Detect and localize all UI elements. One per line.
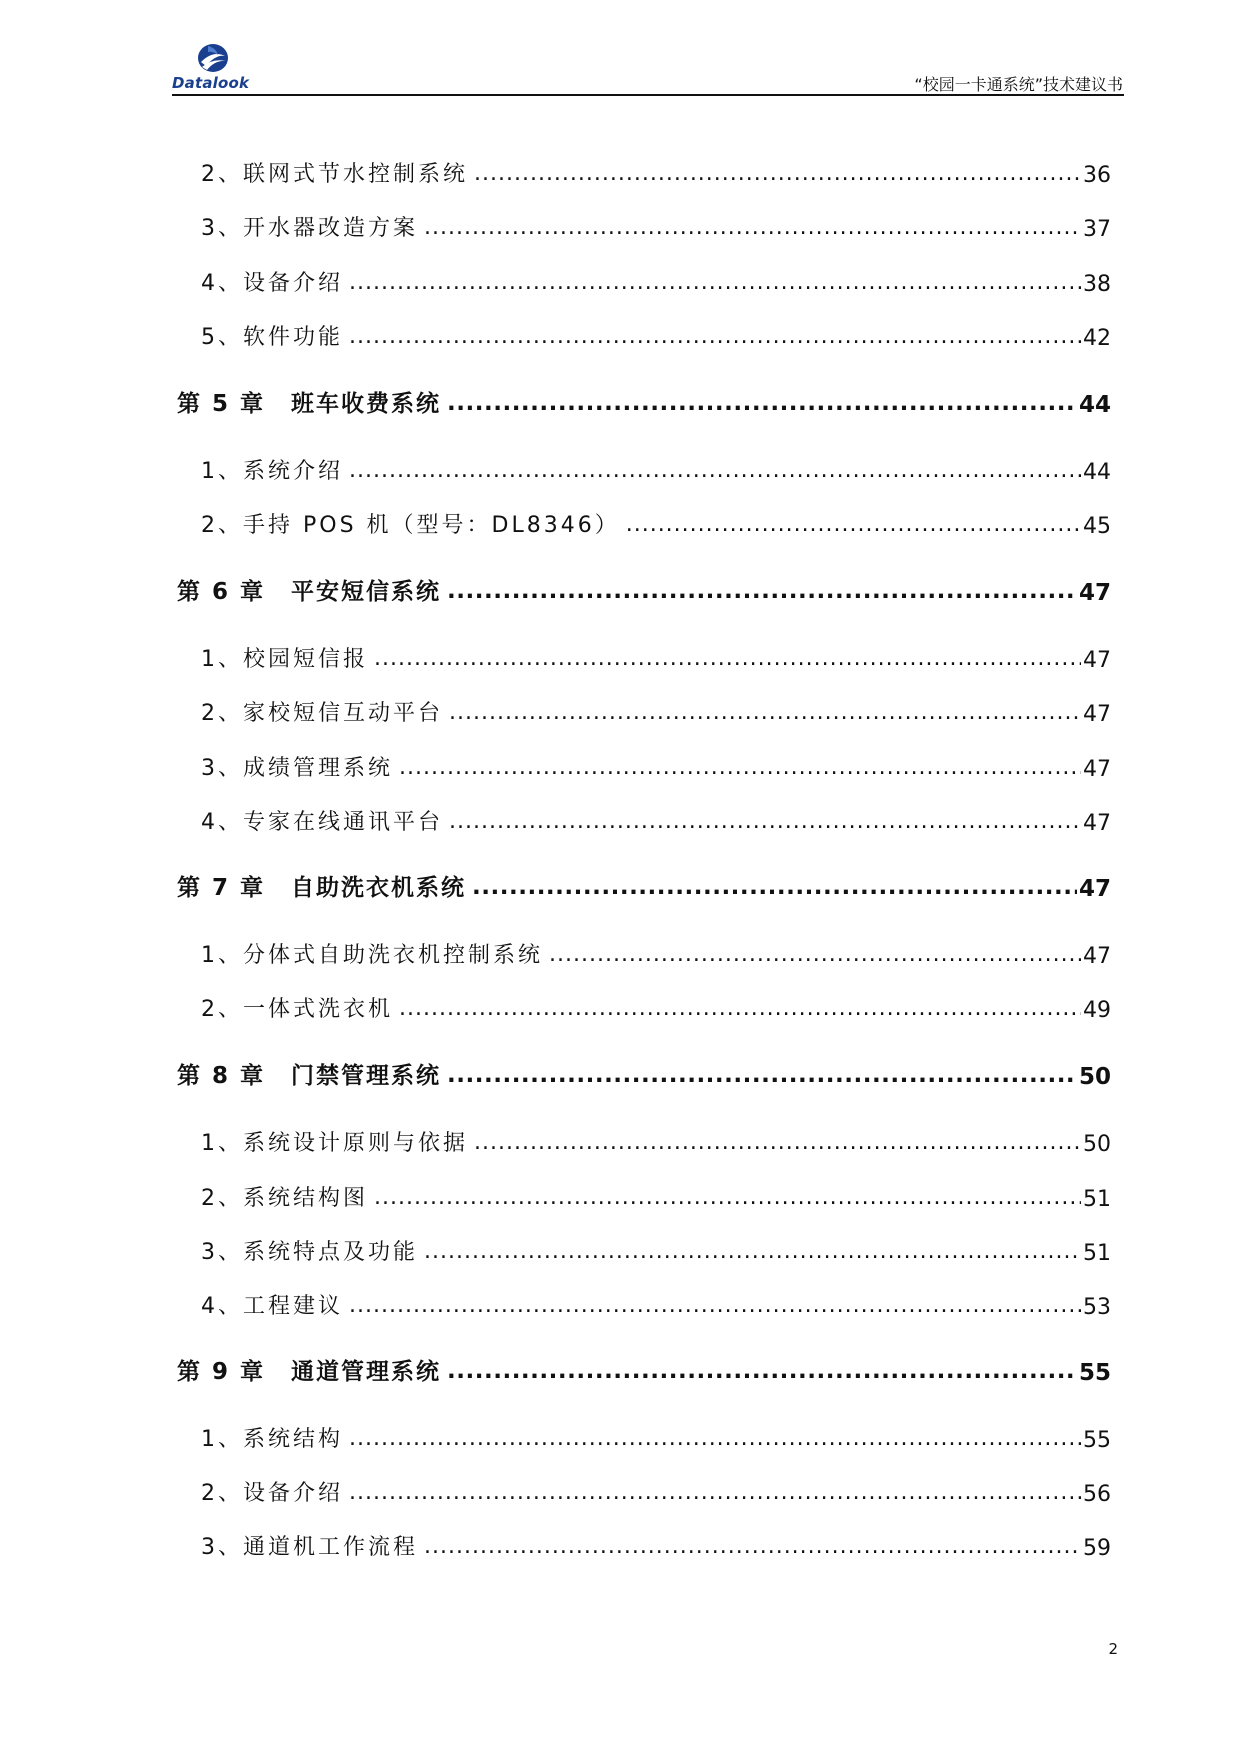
toc-entry-page: 55 <box>1083 1428 1111 1453</box>
toc-chapter[interactable] <box>177 872 1111 902</box>
toc-chapter-page: 44 <box>1078 392 1111 418</box>
toc-dot-leader <box>474 164 1081 184</box>
toc-entry[interactable] <box>201 1290 1111 1320</box>
toc-chapter-number: 第 9 章 <box>177 1359 266 1385</box>
toc-entry-label: 1、系统介绍 <box>201 459 343 484</box>
logo-text: Datalook <box>172 74 250 92</box>
toc-dot-leader <box>424 218 1081 238</box>
toc-entry-label: 4、设备介绍 <box>201 271 343 296</box>
toc-entry-page: 37 <box>1083 217 1111 242</box>
toc-entry-page: 56 <box>1083 1482 1111 1507</box>
toc-entry-page: 44 <box>1083 460 1111 485</box>
toc-dot-leader <box>424 1242 1081 1262</box>
toc-entry-page: 49 <box>1083 998 1111 1023</box>
toc-entry-label: 4、专家在线通讯平台 <box>201 810 443 835</box>
toc-entry-label: 2、家校短信互动平台 <box>201 701 443 726</box>
toc-chapter-title: 平安短信系统 <box>291 579 442 605</box>
toc-entry[interactable] <box>201 806 1111 836</box>
toc-dot-leader <box>549 945 1081 965</box>
toc-dot-leader <box>472 878 1077 898</box>
toc-dot-leader <box>374 1188 1081 1208</box>
toc-entry-page: 47 <box>1083 757 1111 782</box>
toc-entry[interactable] <box>201 993 1111 1023</box>
toc-chapter[interactable] <box>177 1060 1111 1090</box>
toc-entry-page: 53 <box>1083 1295 1111 1320</box>
toc-entry[interactable] <box>201 752 1111 782</box>
toc-chapter-title: 门禁管理系统 <box>291 1063 442 1089</box>
toc-dot-leader <box>349 327 1081 347</box>
toc-entry-label: 1、系统设计原则与依据 <box>201 1131 468 1156</box>
toc-entry-page: 42 <box>1083 326 1111 351</box>
toc-entry-label: 2、手持 POS 机（型号：DL8346） <box>201 513 620 538</box>
document-title: “校园一卡通系统”技术建议书 <box>914 75 1123 94</box>
toc-entry[interactable] <box>201 509 1111 539</box>
toc-chapter-page: 47 <box>1078 876 1111 902</box>
toc-chapter-number: 第 8 章 <box>177 1063 266 1089</box>
toc-entry-label: 2、设备介绍 <box>201 1481 343 1506</box>
toc-chapter-title: 通道管理系统 <box>291 1359 442 1385</box>
toc-dot-leader <box>399 999 1081 1019</box>
toc-entry[interactable] <box>201 697 1111 727</box>
toc-entry[interactable] <box>201 1423 1111 1453</box>
toc-entry-label: 2、一体式洗衣机 <box>201 997 393 1022</box>
toc-chapter-title: 班车收费系统 <box>291 391 442 417</box>
toc-entry-page: 47 <box>1083 702 1111 727</box>
toc-dot-leader <box>447 394 1077 414</box>
toc-entry[interactable] <box>201 1182 1111 1212</box>
toc-entry-label: 1、校园短信报 <box>201 647 368 672</box>
toc-dot-leader <box>349 461 1081 481</box>
toc-chapter-title: 自助洗衣机系统 <box>291 875 467 901</box>
toc-dot-leader <box>399 758 1081 778</box>
toc-entry[interactable] <box>201 1531 1111 1561</box>
toc-dot-leader <box>474 1133 1081 1153</box>
toc-entry[interactable] <box>201 267 1111 297</box>
toc-entry-page: 38 <box>1083 272 1111 297</box>
toc-dot-leader <box>424 1537 1081 1557</box>
toc-entry[interactable] <box>201 455 1111 485</box>
toc-dot-leader <box>374 649 1081 669</box>
toc-dot-leader <box>447 582 1077 602</box>
toc-entry-label: 5、软件功能 <box>201 325 343 350</box>
toc-entry[interactable] <box>201 643 1111 673</box>
toc-chapter[interactable] <box>177 388 1111 418</box>
toc-chapter-page: 50 <box>1078 1064 1111 1090</box>
toc-chapter-number: 第 5 章 <box>177 391 266 417</box>
toc-entry[interactable] <box>201 1236 1111 1266</box>
toc-dot-leader <box>349 273 1081 293</box>
toc-entry[interactable] <box>201 321 1111 351</box>
toc-dot-leader <box>449 812 1081 832</box>
toc-entry[interactable] <box>201 212 1111 242</box>
toc-entry-page: 45 <box>1083 514 1111 539</box>
toc-entry-label: 1、分体式自助洗衣机控制系统 <box>201 943 543 968</box>
page-number: 2 <box>1108 1640 1118 1658</box>
toc-entry-page: 50 <box>1083 1132 1111 1157</box>
toc-dot-leader <box>447 1066 1077 1086</box>
toc-entry-page: 36 <box>1083 163 1111 188</box>
toc-dot-leader <box>349 1429 1081 1449</box>
toc-entry[interactable] <box>201 158 1111 188</box>
toc-dot-leader <box>349 1483 1081 1503</box>
toc-entry-page: 47 <box>1083 811 1111 836</box>
toc-entry-page: 47 <box>1083 944 1111 969</box>
toc-chapter-number: 第 7 章 <box>177 875 266 901</box>
toc-entry[interactable] <box>201 1127 1111 1157</box>
toc-dot-leader <box>447 1362 1077 1382</box>
toc-entry-page: 47 <box>1083 648 1111 673</box>
toc-entry[interactable] <box>201 939 1111 969</box>
toc-entry-label: 1、系统结构 <box>201 1427 343 1452</box>
toc-entry-label: 3、开水器改造方案 <box>201 216 418 241</box>
toc-entry-label: 3、系统特点及功能 <box>201 1240 418 1265</box>
toc-chapter-page: 55 <box>1078 1360 1111 1386</box>
toc-entry-label: 2、系统结构图 <box>201 1186 368 1211</box>
toc-entry-label: 2、联网式节水控制系统 <box>201 162 468 187</box>
toc-entry-label: 3、成绩管理系统 <box>201 756 393 781</box>
toc-entry-page: 51 <box>1083 1241 1111 1266</box>
toc-dot-leader <box>349 1296 1081 1316</box>
toc-entry-page: 59 <box>1083 1536 1111 1561</box>
toc-entry-label: 3、通道机工作流程 <box>201 1535 418 1560</box>
toc-entry-page: 51 <box>1083 1187 1111 1212</box>
toc-dot-leader <box>626 515 1081 535</box>
toc-entry[interactable] <box>201 1477 1111 1507</box>
toc-chapter-number: 第 6 章 <box>177 579 266 605</box>
toc-chapter[interactable] <box>177 1356 1111 1386</box>
toc-dot-leader <box>449 703 1081 723</box>
toc-entry-label: 4、工程建议 <box>201 1294 343 1319</box>
toc-chapter-page: 47 <box>1078 580 1111 606</box>
toc-chapter[interactable] <box>177 576 1111 606</box>
